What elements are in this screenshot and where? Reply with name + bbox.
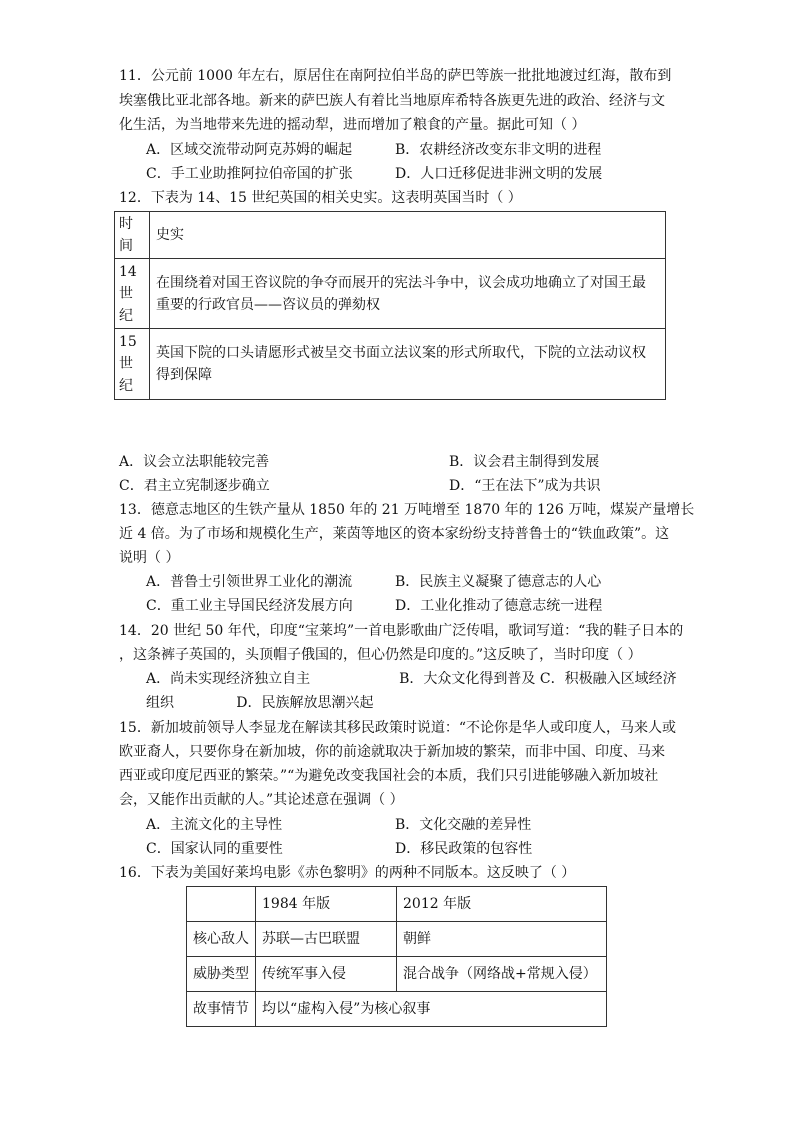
q11-stem-line-2: 埃塞俄比亚北部各地。新来的萨巴族人有着比当地原库希特各族更先进的政治、经济与文 [119,93,665,109]
q13-option-c: C．重工业主导国民经济发展方向 [146,598,353,614]
q14-stem-line-2: ，这条裤子英国的，头顶帽子俄国的，但心仍然是印度的。”这反映了，当时印度（ ） [119,647,642,663]
q16-table-row-1-2012: 朝鲜 [397,922,607,957]
q12-table-row-2-time-text: 15 世 纪 [119,334,137,394]
q12-table-row-2-time [115,329,150,400]
q13-stem-line-2: 近 4 倍。为了市场和规模化生产，莱茵等地区的资本家纷纷支持普鲁士的“铁血政策”。这 [119,526,670,542]
q13-stem-line-3: 说明（ ） [119,550,180,566]
q14-stem-line-1: 14．20 世纪 50 年代，印度“宝莱坞”一首电影歌曲广泛传唱，歌词写道：“我的鞋子日本的 [119,623,684,639]
q15-option-b: B．文化交融的差异性 [395,817,532,833]
q16-table-row-3-value: 均以“虚构入侵”为核心叙事 [256,992,607,1027]
q12-option-c: C．君主立宪制逐步确立 [119,478,270,494]
q15-stem-line-1: 15．新加坡前领导人李显龙在解读其移民政策时说道：“不论你是华人或印度人，马来人或 [119,720,676,736]
q14-options-line-2: 组织 D．民族解放思潮兴起 [146,695,374,711]
q12-table-header-time-text: 时 间 [119,216,133,254]
q15-stem-line-2: 欧亚裔人，只要你身在新加坡，你的前途就取决于新加坡的繁荣，而非中国、印度、马来 [119,744,665,760]
q11-option-d: D．人口迁移促进非洲文明的发展 [395,166,603,182]
q16-table-header-2012: 2012 年版 [397,887,607,922]
q16-table-row-1-1984: 苏联—古巴联盟 [256,922,397,957]
q16-table-row-3-label: 故事情节 [187,992,256,1027]
q12-option-b: B．议会君主制得到发展 [449,454,600,470]
q15-option-a: A．主流文化的主导性 [146,817,283,833]
q11-stem-line-1: 11．公元前 1000 年左右，原居住在南阿拉伯半岛的萨巴等族一批批地渡过红海，散布到 [119,68,672,84]
q12-table-header-time [115,212,150,259]
q13-option-b: B．民族主义凝聚了德意志的人心 [395,574,602,590]
q16-table-header-empty [187,887,256,922]
q11-option-c: C．手工业助推阿拉伯帝国的扩张 [146,166,353,182]
q16-table-row-2-label: 威胁类型 [187,957,256,992]
q11-option-b: B．农耕经济改变东非文明的进程 [395,142,602,158]
q11-stem-line-3: 化生活，为当地带来先进的摇动犁，进而增加了粮食的产量。据此可知（ ） [119,117,586,133]
q16-table-row-2-2012: 混合战争（网络战+常规入侵） [397,957,607,992]
q16-table-row-2-1984: 传统军事入侵 [256,957,397,992]
q12-table-row-2-fact: 英国下院的口头请愿形式被呈交书面立法议案的形式所取代，下院的立法动议权得到保障 [150,329,666,400]
q16-table [186,886,607,1027]
q14-options-line-1: A．尚未实现经济独立自主 B．大众文化得到普及 C．积极融入区域经济 [146,671,677,687]
q13-option-d: D．工业化推动了德意志统一进程 [395,598,603,614]
q16-table-row-1-label: 核心敌人 [187,922,256,957]
q12-table-row-1-fact: 在围绕着对国王咨议院的争夺而展开的宪法斗争中，议会成功地确立了对国王最重要的行政官员——咨议员的弹劾权 [150,259,666,329]
q11-option-a: A．区域交流带动阿克苏姆的崛起 [146,142,353,158]
q12-option-a: A．议会立法职能较完善 [119,454,270,470]
q15-option-c: C．国家认同的重要性 [146,841,283,857]
q15-stem-line-4: 会，又能作出贡献的人。”其论述意在强调（ ） [119,792,404,808]
q13-stem-line-1: 13．德意志地区的生铁产量从 1850 年的 21 万吨增至 1870 年的 126 万吨，煤炭产量增长 [119,502,695,518]
q12-table-row-1-time [115,259,150,329]
q12-stem: 12．下表为 14、15 世纪英国的相关史实。这表明英国当时（ ） [119,190,522,206]
q13-option-a: A．普鲁士引领世界工业化的潮流 [146,574,353,590]
q15-stem-line-3: 西亚或印度尼西亚的繁荣。”“为避免改变我国社会的本质，我们只引进能够融入新加坡社 [119,768,659,784]
q16-stem: 16．下表为美国好莱坞电影《赤色黎明》的两种不同版本。这反映了（ ） [119,865,576,881]
q16-table-header-1984: 1984 年版 [256,887,397,922]
q12-table [114,211,666,400]
q12-option-d: D．“王在法下”成为共识 [449,478,601,494]
q15-option-d: D．移民政策的包容性 [395,841,533,857]
q12-table-row-1-time-text: 14 世 纪 [119,263,137,324]
q12-table-header-facts: 史实 [150,212,666,259]
